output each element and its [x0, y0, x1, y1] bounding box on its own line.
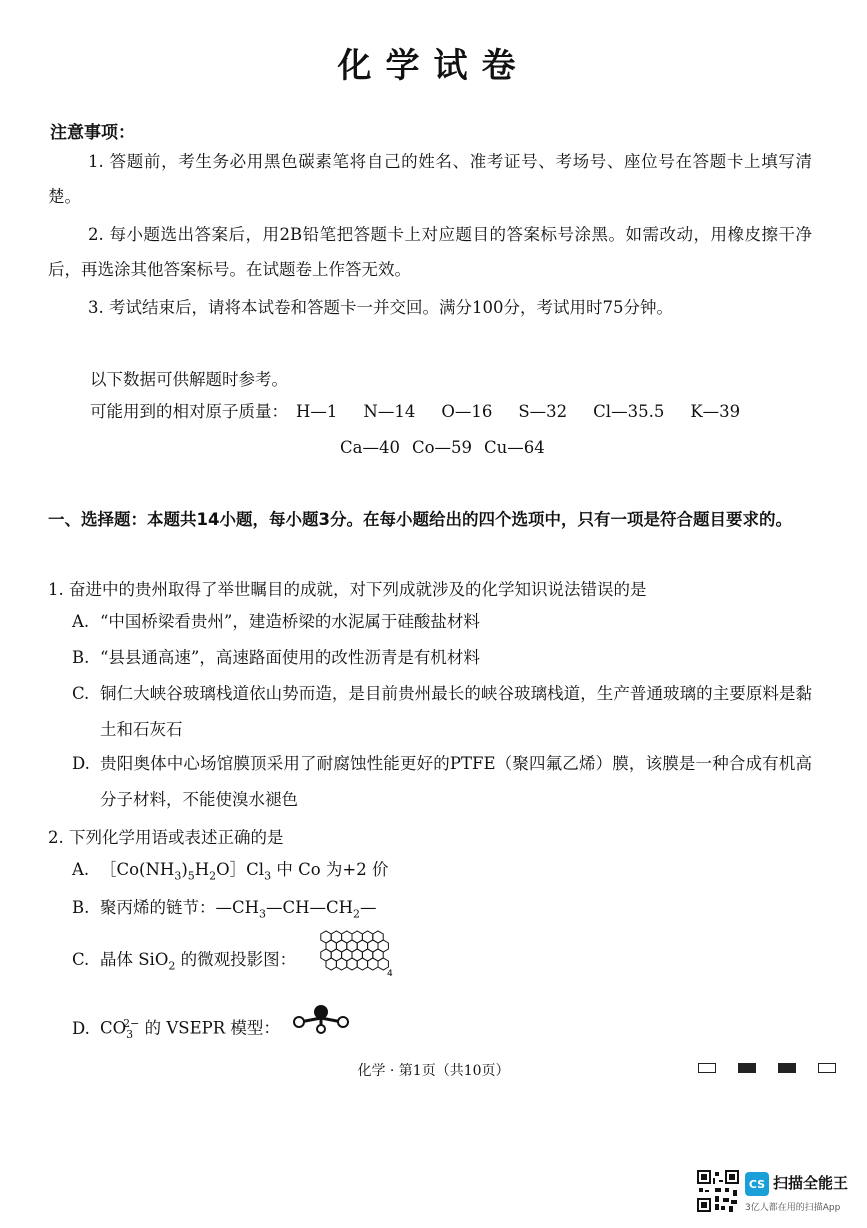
qr-code-icon [697, 1170, 739, 1212]
q1-option-b [72, 640, 812, 676]
mass-item: H—1 [296, 402, 338, 421]
option-text: “中国桥梁看贵州”，建造桥梁的水泥属于硅酸盐材料 [100, 612, 480, 631]
page-footer: 化学 · 第1页（共10页） [357, 1063, 510, 1079]
alignment-mark [778, 1063, 796, 1073]
page-title: 化学试卷 [337, 46, 530, 86]
notice-item-2: 2. 每小题选出答案后，用2B铅笔把答题卡上对应题目的答案标号涂黑。如需改动，用橡皮擦干净后，再选涂其他答案标号。在试题卷上作答无效。 [48, 225, 812, 279]
mass-item: Cu—64 [484, 438, 545, 457]
lattice-hexagon [357, 958, 367, 970]
formula-part: ) [181, 860, 188, 879]
q2-option-c [72, 942, 812, 984]
mass-item: S—32 [518, 402, 568, 421]
mass-item: Co—59 [411, 438, 473, 457]
scanner-tagline: 3亿人都在用的扫描App [745, 1203, 841, 1213]
notice-item-1: 1. 答题前，考生务必用黑色碳素笔将自己的姓名、准考证号、考场号、座位号在答题卡上填写清楚。 [48, 152, 812, 206]
q1-option-d [72, 746, 812, 818]
option-text: 铜仁大峡谷玻璃栈道依山势而造，是目前贵州最长的峡谷玻璃栈道，生产普通玻璃的主要原料是黏土和石灰石 [100, 684, 812, 739]
diagram-corner-mark: 4 [387, 969, 393, 979]
formula-part: 晶体 SiO [100, 950, 169, 969]
formula-part: CO [100, 1018, 127, 1038]
formula-sub: 2 [168, 959, 176, 973]
formula-part: —CH—CH [266, 898, 354, 917]
reference-intro: 以下数据可供解题时参考。 [90, 370, 288, 389]
alignment-mark [698, 1063, 716, 1073]
atomic-mass-row-2 [340, 436, 571, 460]
mass-item: K—39 [690, 402, 741, 421]
formula-sub: 2 [209, 869, 217, 883]
scanner-logo: CS [745, 1172, 769, 1196]
formula-sub: 5 [187, 869, 195, 883]
atomic-mass-row-1 [90, 400, 766, 424]
alignment-mark [818, 1063, 836, 1073]
formula-sub: 2 [353, 907, 361, 921]
formula-part: 的微观投影图： [175, 950, 297, 969]
formula-sub: 3 [259, 907, 267, 921]
mass-item: N—14 [363, 402, 416, 421]
formula-part: — [360, 898, 377, 917]
section-heading: 一、选择题：本题共14小题，每小题3分。在每小题给出的四个选项中，只有一项是符合题目要求的。 [48, 510, 792, 529]
formula-sub: 3 [126, 1027, 134, 1041]
option-label: D. [72, 754, 90, 773]
option-label: C. [72, 950, 90, 969]
alignment-mark [738, 1063, 756, 1073]
formula-sub: 3 [174, 869, 182, 883]
option-label: B. [72, 648, 90, 667]
mass-item: Ca—40 [340, 438, 400, 457]
lattice-hexagon [326, 958, 336, 970]
formula-sub: 3 [264, 869, 272, 883]
q2-option-b [72, 890, 812, 932]
option-text: “县县通高速”，高速路面使用的改性沥青是有机材料 [100, 648, 480, 667]
option-text: 贵阳奥体中心场馆膜顶采用了耐腐蚀性能更好的PTFE（聚四氟乙烯）膜，该膜是一种合成有机高分子材料，不能使溴水褪色 [100, 754, 812, 809]
option-label: A. [72, 612, 90, 631]
q1-option-c [72, 676, 812, 748]
q2-option-d [72, 1006, 812, 1053]
formula-part: 的 VSEPR 模型： [139, 1018, 280, 1038]
formula-part: ［Co(NH [100, 860, 175, 879]
notice-heading: 注意事项： [50, 123, 135, 143]
formula-part: 聚丙烯的链节：—CH [100, 898, 260, 917]
lattice-hexagon [347, 958, 357, 970]
option-label: C. [72, 684, 90, 703]
scanner-app-name: 扫描全能王 [773, 1174, 849, 1192]
vsepr-model-diagram [290, 1000, 352, 1034]
question-2-stem: 2. 下列化学用语或表述正确的是 [48, 828, 284, 847]
option-label: A. [72, 860, 90, 879]
formula-part: O］Cl [216, 860, 265, 879]
q1-option-a [72, 604, 812, 640]
mass-label: 可能用到的相对原子质量： [90, 402, 288, 421]
formula-part: H [194, 860, 210, 879]
mass-item: Cl—35.5 [593, 402, 665, 421]
alignment-marks [698, 1063, 836, 1073]
q2-option-a [72, 852, 812, 894]
formula-sup: 2− [123, 1017, 140, 1030]
question-1-stem: 1. 奋进中的贵州取得了举世瞩目的成就，对下列成就涉及的化学知识说法错误的是 [48, 580, 647, 599]
mass-item: O—16 [441, 402, 493, 421]
lattice-hexagon [336, 958, 346, 970]
option-label: D. [72, 1018, 90, 1038]
notice-item-3: 3. 考试结束后，请将本试卷和答题卡一并交回。满分100分，考试用时75分钟。 [88, 298, 673, 317]
lattice-hexagon [368, 958, 378, 970]
option-label: B. [72, 898, 90, 917]
sio2-projection-diagram [320, 930, 396, 980]
formula-part: 中 Co 为+2 价 [271, 860, 389, 879]
